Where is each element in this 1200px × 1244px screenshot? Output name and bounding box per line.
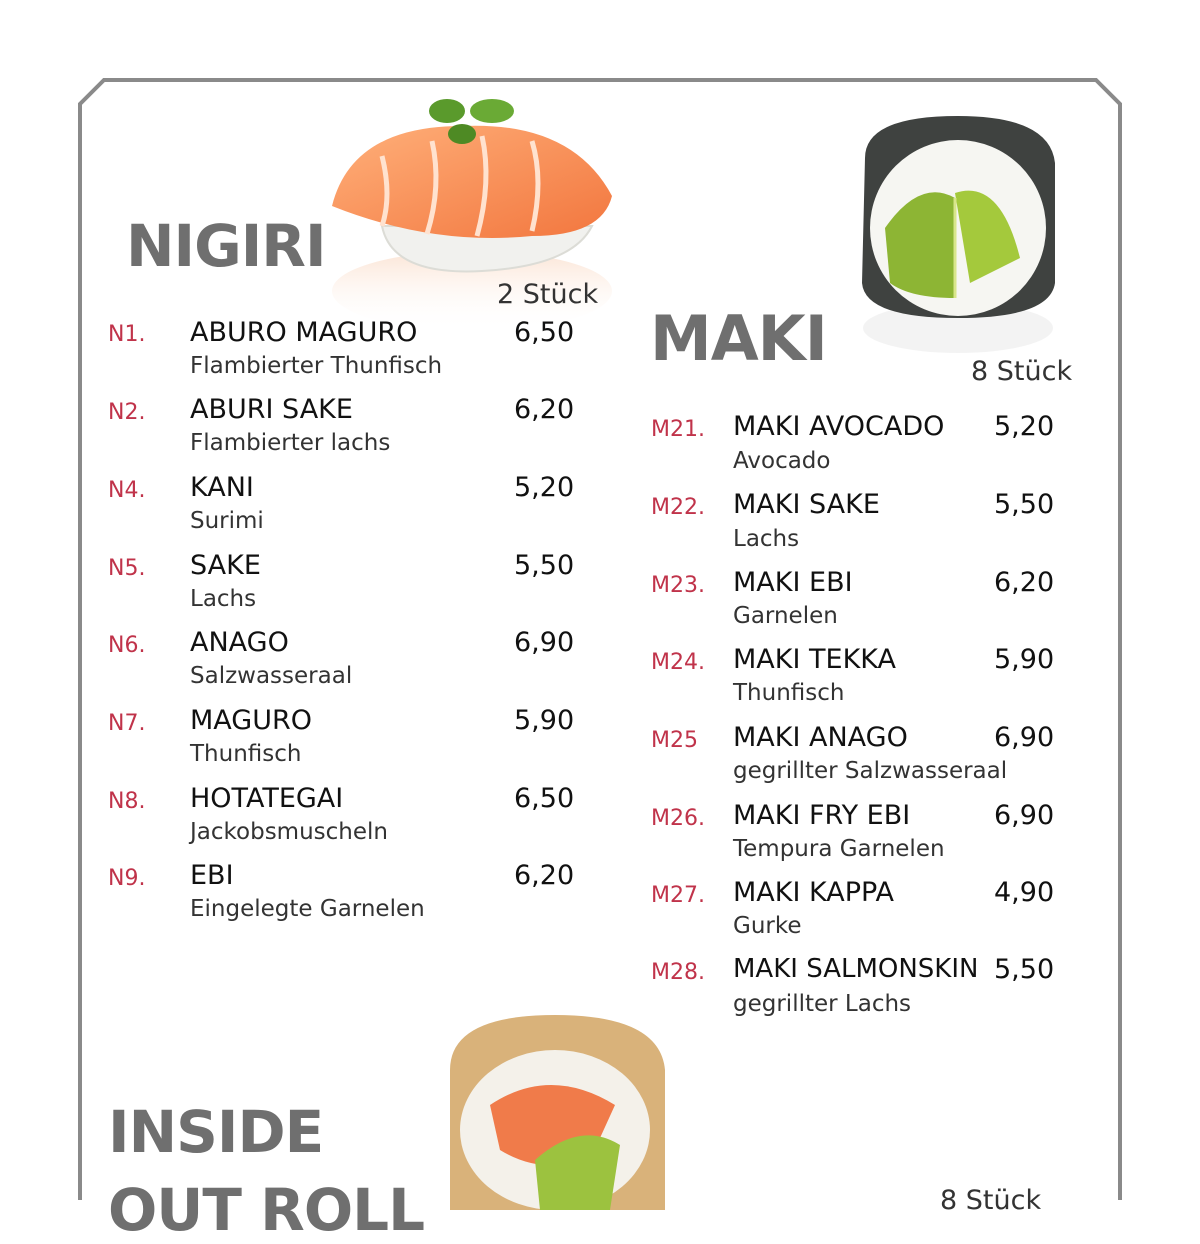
item-description: gegrillter Salzwasseraal xyxy=(733,758,1008,784)
nigiri-quantity: 2 Stück xyxy=(497,279,599,310)
item-description: Flambierter Thunfisch xyxy=(190,353,443,379)
item-name: ABURO MAGURO xyxy=(190,317,418,348)
item-name: MAKI ANAGO xyxy=(733,722,908,753)
item-description: Thunfisch xyxy=(733,680,845,706)
item-code: N7. xyxy=(108,711,146,736)
item-price: 5,50 xyxy=(994,954,1055,985)
item-price: 6,20 xyxy=(514,860,575,891)
item-code: N4. xyxy=(108,478,146,503)
item-description: Surimi xyxy=(190,508,264,534)
item-price: 4,90 xyxy=(994,877,1055,908)
item-description: Lachs xyxy=(190,586,257,612)
item-description: Flambierter lachs xyxy=(190,430,391,456)
item-description: Jackobsmuscheln xyxy=(190,819,388,845)
inside-out-roll-image xyxy=(440,1010,670,1200)
item-code: M21. xyxy=(651,417,705,442)
item-name: MAKI SAKE xyxy=(733,489,880,520)
item-description: Tempura Garnelen xyxy=(733,836,945,862)
item-name: MAGURO xyxy=(190,705,312,736)
item-price: 5,50 xyxy=(514,550,575,581)
inside-out-quantity: 8 Stück xyxy=(940,1185,1042,1216)
maki-title: MAKI xyxy=(650,302,827,375)
inside-out-title-line1: INSIDE xyxy=(108,1098,324,1166)
item-description: Garnelen xyxy=(733,603,838,629)
item-description: Gurke xyxy=(733,913,802,939)
item-name: MAKI FRY EBI xyxy=(733,800,911,831)
item-price: 5,90 xyxy=(994,644,1055,675)
item-code: M24. xyxy=(651,650,705,675)
item-price: 5,20 xyxy=(994,411,1055,442)
item-code: M22. xyxy=(651,495,705,520)
item-price: 6,90 xyxy=(994,800,1055,831)
item-price: 6,20 xyxy=(994,567,1055,598)
item-description: Avocado xyxy=(733,448,831,474)
item-code: N1. xyxy=(108,322,146,347)
item-price: 5,20 xyxy=(514,472,575,503)
item-name: SAKE xyxy=(190,550,261,581)
item-description: gegrillter Lachs xyxy=(733,991,912,1017)
item-code: N9. xyxy=(108,866,146,891)
item-price: 5,50 xyxy=(994,489,1055,520)
item-code: N5. xyxy=(108,556,146,581)
item-price: 6,90 xyxy=(994,722,1055,753)
item-name: MAKI TEKKA xyxy=(733,644,896,675)
item-name: EBI xyxy=(190,860,234,891)
item-price: 6,90 xyxy=(514,627,575,658)
item-price: 6,50 xyxy=(514,317,575,348)
item-name: MAKI AVOCADO xyxy=(733,411,945,442)
maki-avocado-image xyxy=(850,108,1070,368)
maki-quantity: 8 Stück xyxy=(971,356,1073,387)
item-name: KANI xyxy=(190,472,254,503)
item-code: N2. xyxy=(108,400,146,425)
item-code: M23. xyxy=(651,573,705,598)
item-description: Salzwasseraal xyxy=(190,663,353,689)
item-price: 6,50 xyxy=(514,783,575,814)
item-code: M25 xyxy=(651,728,698,753)
item-description: Lachs xyxy=(733,526,800,552)
item-description: Eingelegte Garnelen xyxy=(190,896,425,922)
item-name: MAKI KAPPA xyxy=(733,877,895,908)
item-name: MAKI SALMONSKIN xyxy=(733,954,979,984)
item-name: ABURI SAKE xyxy=(190,394,353,425)
item-name: ANAGO xyxy=(190,627,289,658)
item-price: 5,90 xyxy=(514,705,575,736)
nigiri-title: NIGIRI xyxy=(126,212,326,280)
inside-out-title-line2: OUT ROLL xyxy=(108,1176,425,1244)
item-name: HOTATEGAI xyxy=(190,783,344,814)
item-price: 6,20 xyxy=(514,394,575,425)
item-name: MAKI EBI xyxy=(733,567,853,598)
item-code: M27. xyxy=(651,883,705,908)
item-code: N8. xyxy=(108,789,146,814)
item-code: N6. xyxy=(108,633,146,658)
item-description: Thunfisch xyxy=(190,741,302,767)
item-code: M26. xyxy=(651,806,705,831)
item-code: M28. xyxy=(651,960,705,985)
